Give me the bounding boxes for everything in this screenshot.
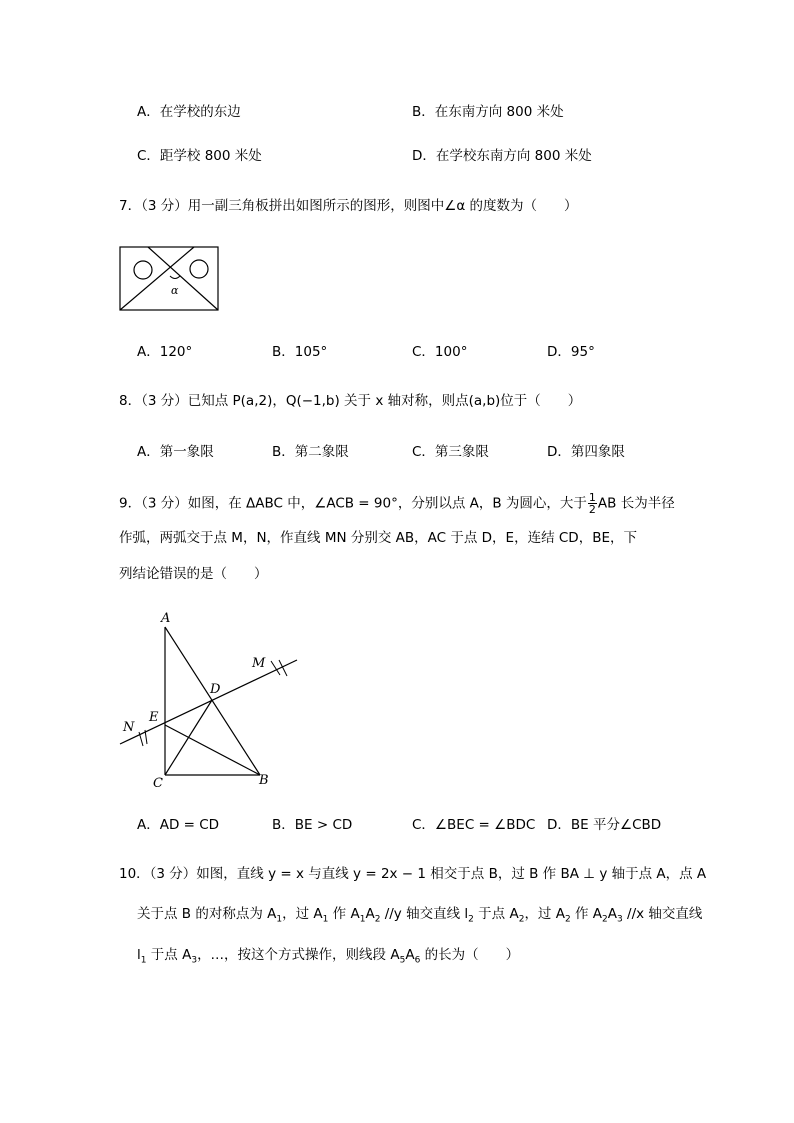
q8-option-a: A．第一象限	[137, 444, 214, 460]
q7-figure-alpha-label: α	[171, 284, 179, 297]
q10-sub: 2	[602, 914, 608, 925]
q10-line3-e: 的长为（ ）	[420, 947, 520, 963]
q10-line2-c: 作 A	[328, 906, 360, 922]
q6-option-a: A．在学校的东边	[137, 104, 241, 120]
q10-sub: 6	[414, 955, 421, 966]
q9-label-b: B	[259, 773, 269, 788]
q9-option-c: C．∠BEC = ∠BDC	[412, 817, 536, 833]
q10-stem-line3	[137, 946, 519, 970]
q10-line3-d: A	[405, 947, 415, 963]
q10-sub: 2	[468, 914, 474, 925]
q8-option-b: B．第二象限	[272, 444, 349, 460]
q10-sub: 2	[374, 914, 381, 925]
q7-option-c: C．100°	[412, 344, 468, 360]
q10-line2-j: //x 轴交直线	[622, 906, 703, 922]
q10-sub: 5	[399, 955, 406, 966]
q6-option-c: C．距学校 800 米处	[137, 148, 262, 164]
q9-label-n: N	[123, 720, 135, 735]
q7-option-b: B．105°	[272, 344, 328, 360]
q10-sub: 3	[191, 955, 198, 966]
q9-option-d: D．BE 平分∠CBD	[547, 817, 662, 833]
q9-label-e: E	[149, 710, 159, 725]
q9-label-d: D	[210, 682, 221, 697]
q9-stem-line1-b: AB 长为半径	[597, 495, 675, 512]
q10-line2-d: A	[365, 906, 375, 922]
q10-sub: 2	[518, 914, 525, 925]
q10-sub: 1	[140, 955, 147, 966]
q10-sub: 1	[322, 914, 329, 925]
q10-line2-h: 作 A	[570, 906, 603, 922]
q9-option-a: A．AD = CD	[137, 817, 220, 833]
q6-option-b: B．在东南方向 800 米处	[412, 104, 564, 120]
q8-stem: 8．（3 分）已知点 P(a,2)，Q(−1,b) 关于 x 轴对称，则点(a,b)位于（ ）	[119, 393, 582, 409]
q7-stem: 7．（3 分）用一副三角板拼出如图所示的图形，则图中∠α 的度数为（ ）	[119, 198, 578, 214]
q10-line2-g: ，过 A	[524, 906, 565, 922]
q9-label-a: A	[161, 611, 171, 626]
q10-sub: 3	[617, 914, 623, 925]
q7-option-d: D．95°	[547, 344, 595, 360]
q9-fraction-denominator: 2	[588, 503, 596, 516]
q10-sub: 1	[359, 914, 366, 925]
q8-option-d: D．第四象限	[547, 444, 625, 460]
q9-stem-line2: 作弧，两弧交于点 M，N，作直线 MN 分别交 AB，AC 于点 D，E，连结 CD，BE，下	[119, 530, 637, 546]
q10-line2-f: 于点 A	[473, 906, 519, 922]
q10-stem-line2	[137, 905, 702, 929]
q10-line3-a: l	[137, 947, 141, 963]
q10-line2-i: A	[607, 906, 618, 922]
q7-option-a: A．120°	[137, 344, 193, 360]
q9-label-c: C	[153, 776, 163, 791]
q9-stem-line1-a: 9．（3 分）如图，在 ΔABC 中，∠ACB = 90°，分别以点 A，B 为圆心，大于	[119, 495, 587, 512]
q6-option-d: D．在学校东南方向 800 米处	[412, 148, 592, 164]
q9-stem-line3: 列结论错误的是（ ）	[119, 566, 268, 582]
q8-option-c: C．第三象限	[412, 444, 489, 460]
q9-option-b: B．BE > CD	[272, 817, 353, 833]
q10-line2-b: ，过 A	[282, 906, 323, 922]
q10-line2-e: //y 轴交直线 l	[380, 906, 469, 922]
q10-sub: 2	[564, 914, 571, 925]
q10-line2-a: 关于点 B 的对称点为 A	[137, 906, 277, 922]
q10-line3-b: 于点 A	[146, 947, 192, 963]
q10-stem-line1: 10．（3 分）如图，直线 y = x 与直线 y = 2x − 1 相交于点 B，过 B 作 BA ⊥ y 轴于点 A，点 A	[119, 866, 707, 882]
q9-fraction-numerator: 1	[588, 491, 596, 504]
q10-sub: 1	[276, 914, 283, 925]
q9-label-m: M	[252, 656, 266, 671]
q10-line3-c: ，…，按这个方式操作，则线段 A	[197, 947, 400, 963]
